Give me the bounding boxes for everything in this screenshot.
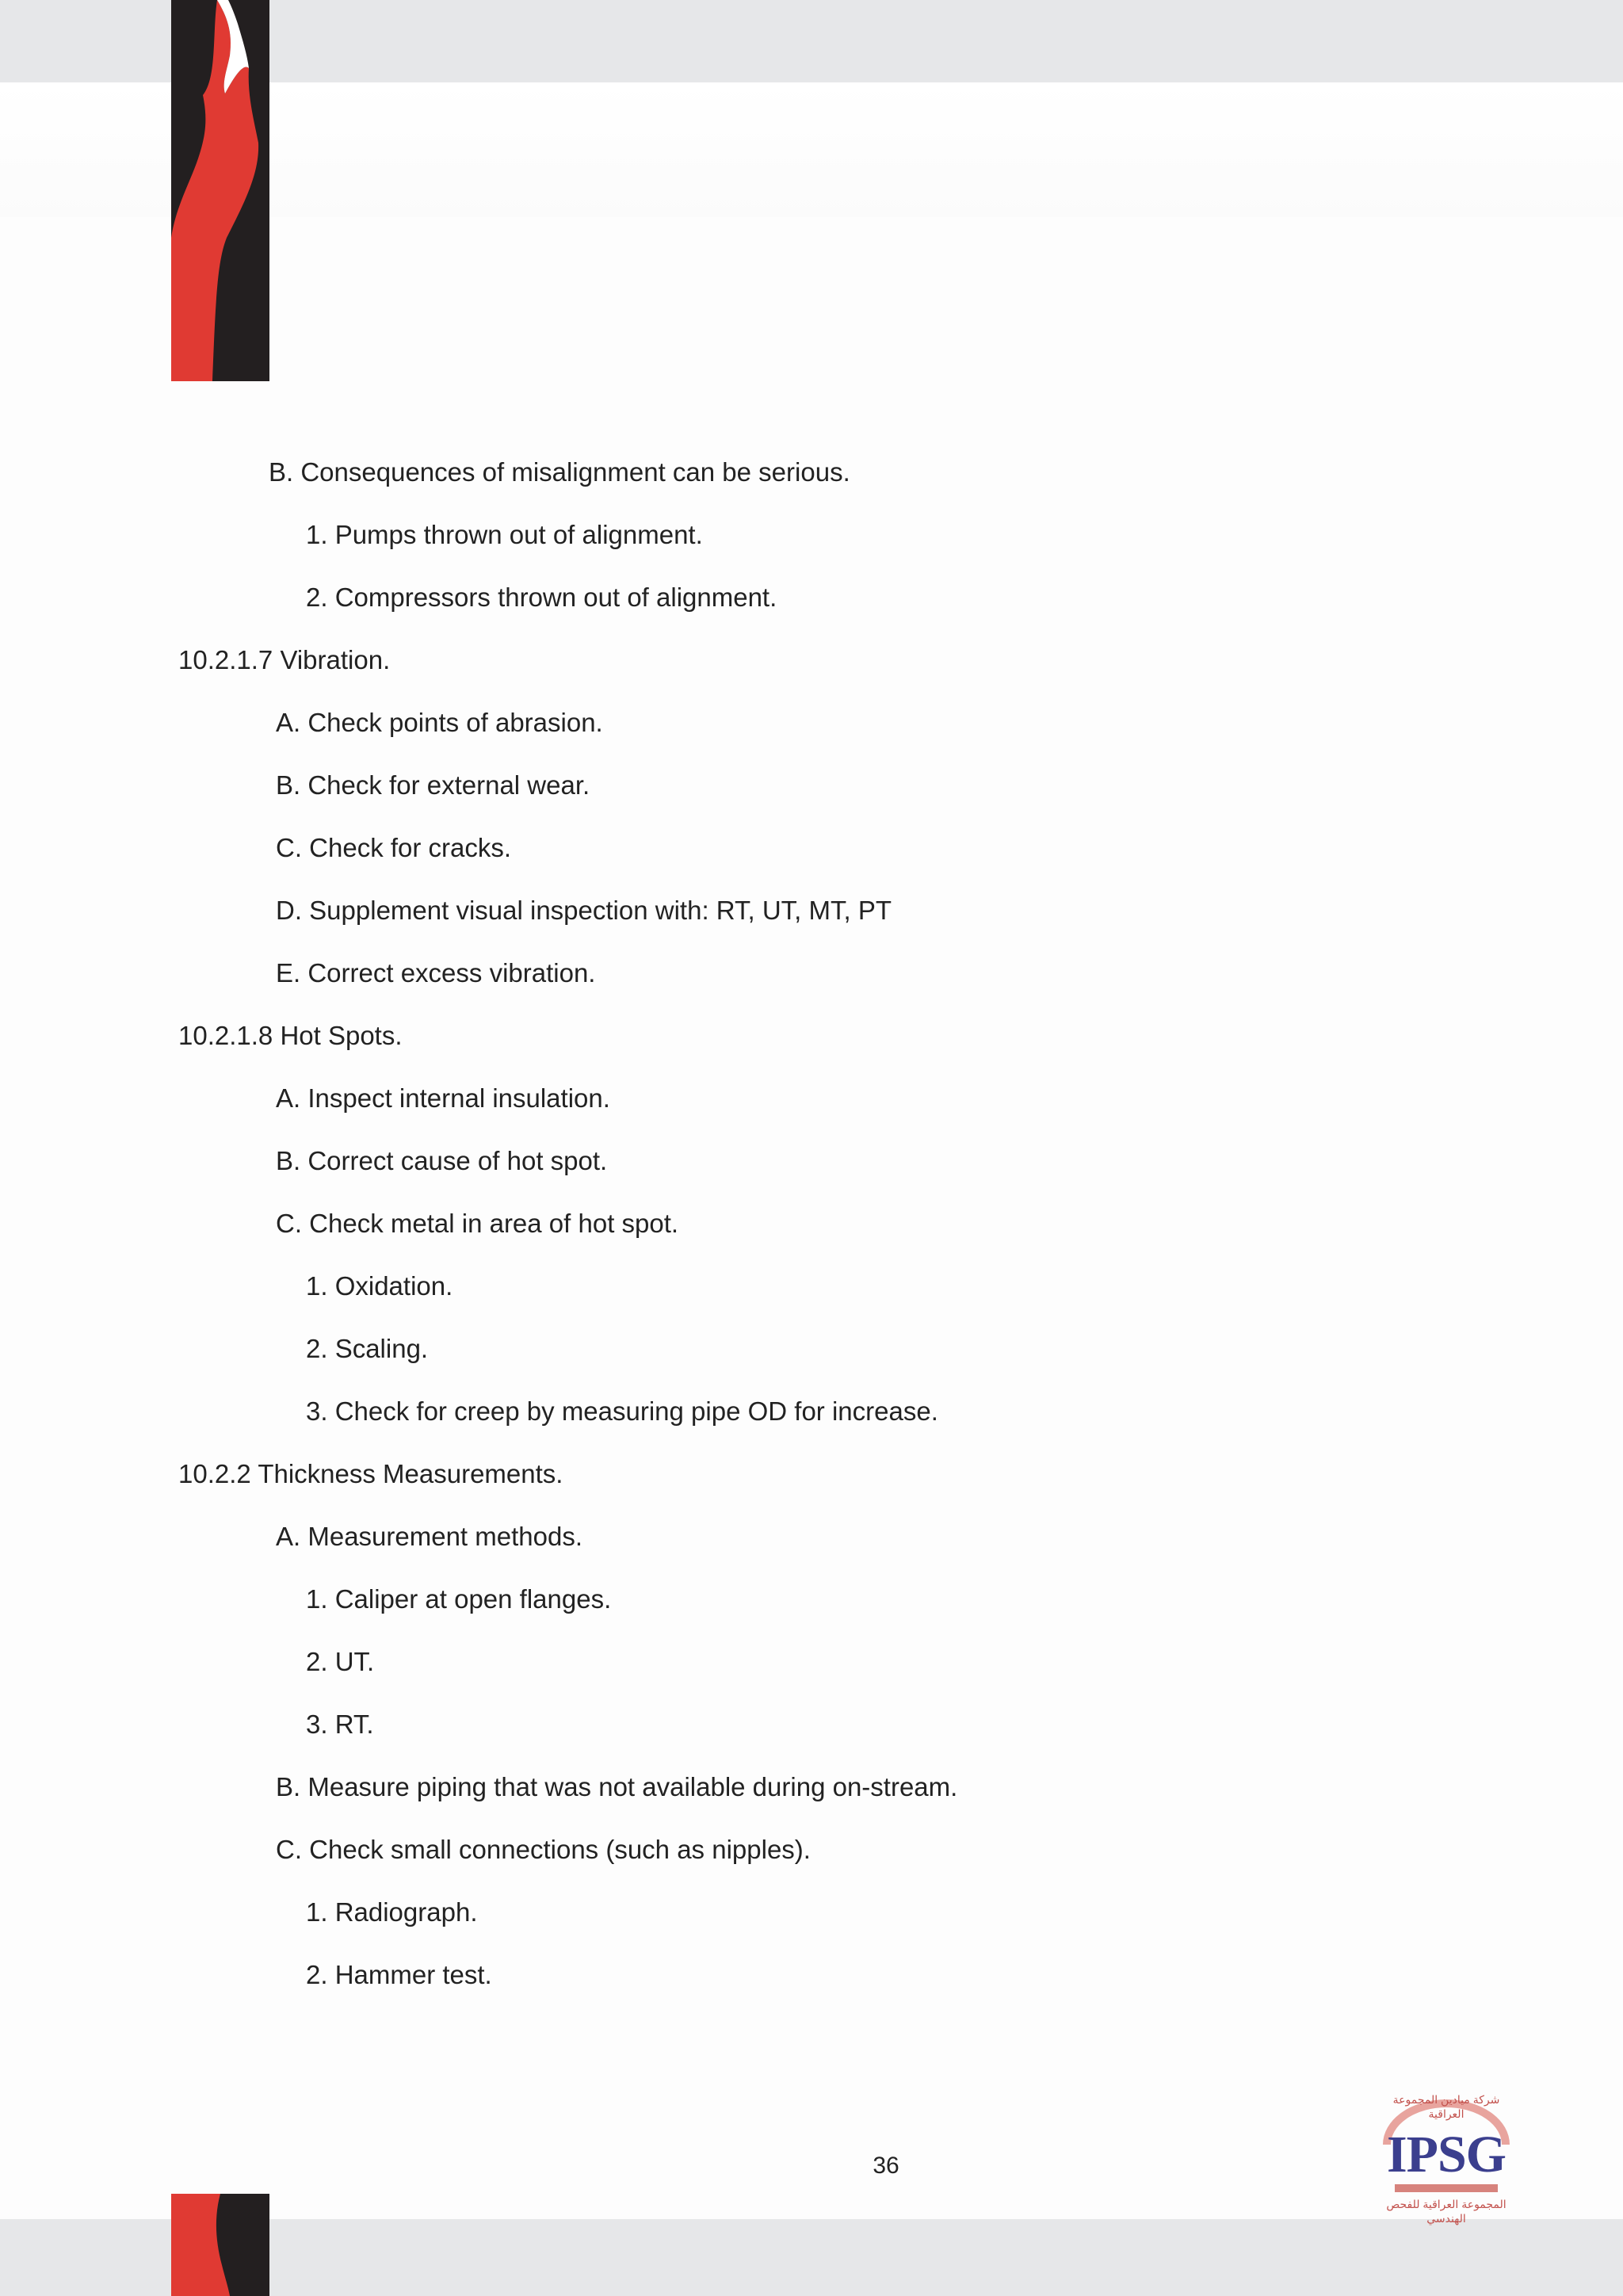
section-heading: 10.2.1.8 Hot Spots. <box>178 1021 403 1050</box>
section-heading: 10.2.2 Thickness Measurements. <box>178 1459 563 1488</box>
list-item: C. Check metal in area of hot spot. <box>276 1209 679 1238</box>
list-item: D. Supplement visual inspection with: RT, UT, MT, PT <box>276 896 892 925</box>
list-item: 2. Compressors thrown out of alignment. <box>306 583 777 612</box>
list-item: 2. Hammer test. <box>306 1960 492 1989</box>
logo-text: IPSG <box>1386 2126 1507 2183</box>
list-item: 2. Scaling. <box>306 1334 429 1363</box>
list-item: C. Check for cracks. <box>276 833 512 862</box>
list-item: C. Check small connections (such as nipples). <box>276 1835 811 1864</box>
list-item: A. Check points of abrasion. <box>276 708 603 737</box>
list-item: B. Correct cause of hot spot. <box>276 1146 608 1175</box>
ipsg-logo <box>1371 2092 1522 2225</box>
logo-arabic-bottom-text: المجموعة العراقية للفحص الهندسي <box>1386 2198 1507 2225</box>
list-item: 3. RT. <box>306 1710 374 1739</box>
list-item: 3. Check for creep by measuring pipe OD for increase. <box>306 1396 938 1426</box>
list-item: 1. Radiograph. <box>306 1897 478 1927</box>
section-heading: 10.2.1.7 Vibration. <box>178 645 391 674</box>
logo-strip <box>1395 2184 1498 2192</box>
list-item: 1. Caliper at open flanges. <box>306 1584 612 1614</box>
list-item: 1. Oxidation. <box>306 1271 453 1301</box>
list-item: B. Measure piping that was not available during on-stream. <box>276 1772 958 1801</box>
logo-arabic-top-text: شركة ميادين المجموعة العراقية <box>1392 2093 1500 2120</box>
list-item: 1. Pumps thrown out of alignment. <box>306 520 703 549</box>
list-item: B. Consequences of misalignment can be serious. <box>269 457 850 487</box>
list-item: E. Correct excess vibration. <box>276 958 596 988</box>
list-item: A. Measurement methods. <box>276 1522 583 1551</box>
list-item: B. Check for external wear. <box>276 770 590 800</box>
list-item: 2. UT. <box>306 1647 375 1676</box>
list-item: A. Inspect internal insulation. <box>276 1083 610 1113</box>
page-number: 36 <box>873 2153 899 2179</box>
